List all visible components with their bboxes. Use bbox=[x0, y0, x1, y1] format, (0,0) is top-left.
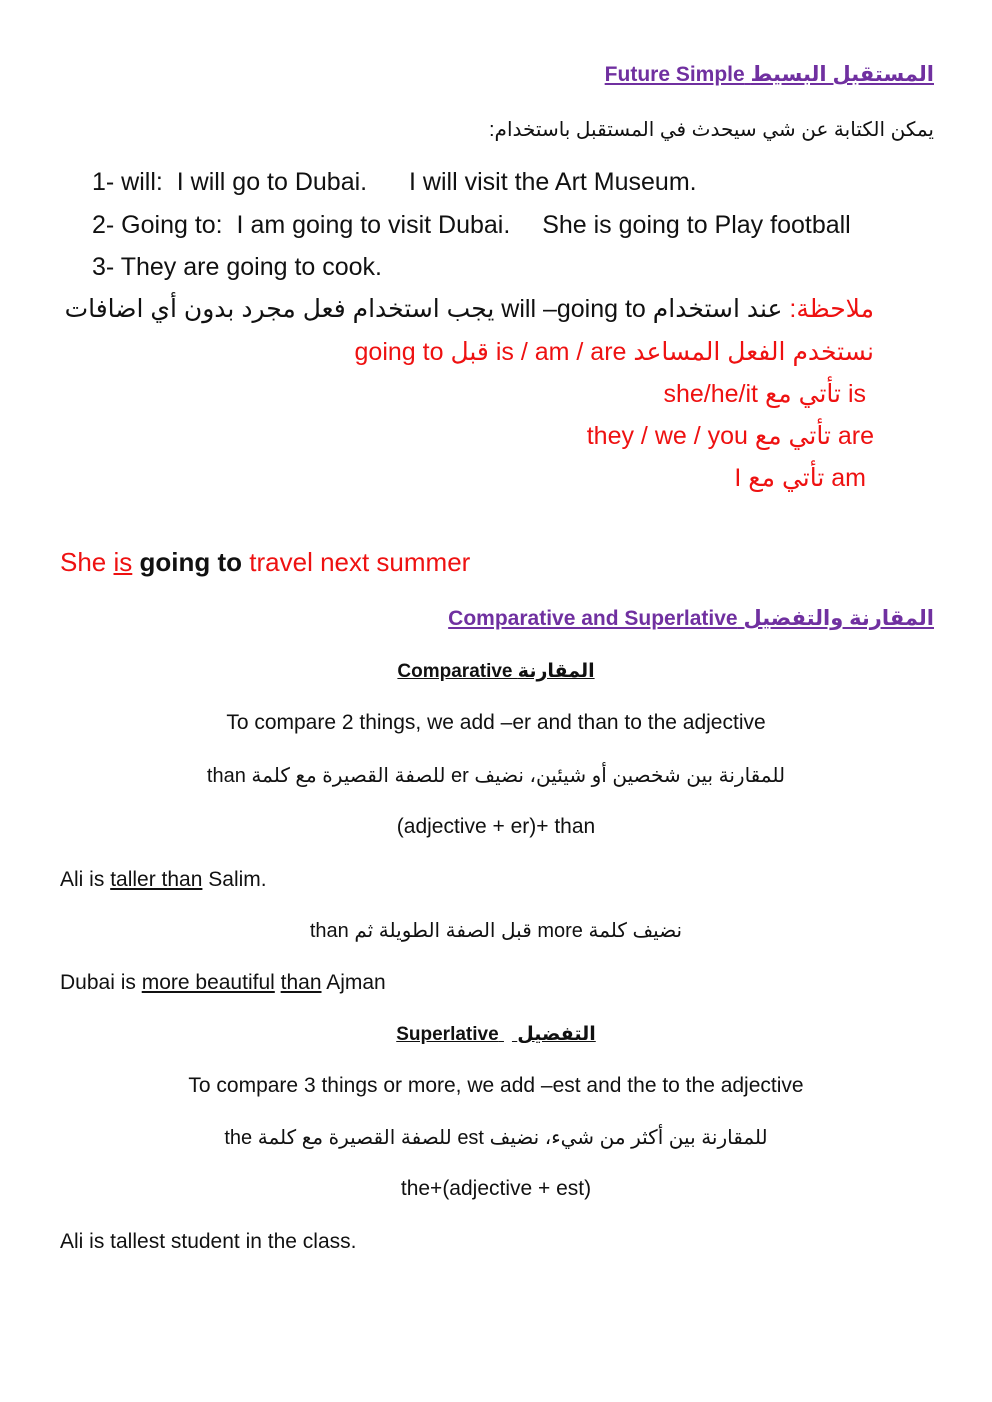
future-item-will bbox=[92, 168, 697, 197]
comparative-formula: (adjective + er)+ than bbox=[396, 815, 596, 838]
heading-ar: المقارنة bbox=[517, 661, 595, 682]
item-example: I will go to Dubai. bbox=[176, 168, 368, 196]
rule-am bbox=[734, 463, 866, 493]
rule-ar-part: للمقارنة بين شخصين أو شيئين، نضيف bbox=[474, 765, 786, 787]
future-example-sentence bbox=[60, 547, 470, 578]
future-title-en: Future Simple bbox=[604, 63, 745, 86]
aux-rule-before: قبل bbox=[450, 338, 489, 366]
comparative-heading bbox=[0, 660, 992, 683]
example-text: Ali is bbox=[60, 868, 105, 891]
comparison-title-en: Comparative and Superlative bbox=[448, 607, 738, 630]
future-intro: يمكن الكتابة عن شي سيحدث في المستقبل باستخدام: bbox=[489, 119, 934, 141]
comparison-title-ar: المقارنة والتفضيل bbox=[743, 607, 934, 630]
rule-ar-suffix: est bbox=[457, 1127, 484, 1149]
note-text: عند استخدام bbox=[652, 295, 783, 323]
example-subject: She bbox=[60, 547, 107, 577]
comparative-example-2 bbox=[60, 971, 386, 995]
rule-ar-part: للصفة القصيرة مع كلمة bbox=[251, 765, 446, 787]
comparative-rule-ar bbox=[0, 763, 992, 788]
future-item-3: 3- They are going to cook. bbox=[92, 253, 382, 281]
rule-verb: am bbox=[831, 464, 866, 492]
rule-is bbox=[664, 379, 867, 409]
item-example: I will visit the Art Museum. bbox=[409, 168, 697, 196]
item-number: 2- Going to: bbox=[92, 211, 223, 239]
comparative-rule-en: To compare 2 things, we add –er and than to the adjective bbox=[226, 711, 766, 734]
heading-ar: التفضيل bbox=[517, 1024, 596, 1045]
comparison-title bbox=[448, 606, 934, 631]
heading-en: Comparative bbox=[397, 661, 513, 682]
superlative-rule-en: To compare 3 things or more, we add –est and the to the adjective bbox=[188, 1074, 804, 1097]
item-number: 1- will: bbox=[92, 168, 163, 196]
aux-rule-going-to: going to bbox=[354, 338, 444, 366]
superlative-example: Ali is tallest student in the class. bbox=[60, 1230, 357, 1253]
example-text: Salim. bbox=[208, 868, 267, 891]
superlative-rule-ar bbox=[0, 1125, 992, 1150]
rule-ar-part: للصفة القصيرة مع كلمة bbox=[257, 1127, 452, 1149]
note-text: يجب استخدام فعل مجرد بدون أي اضافات bbox=[64, 295, 495, 323]
superlative-formula: the+(adjective + est) bbox=[400, 1177, 592, 1200]
rule-subject: I bbox=[734, 464, 742, 492]
rule-ar-part: قبل الصفة الطويلة ثم bbox=[354, 920, 532, 942]
example-underlined: taller than bbox=[110, 868, 203, 891]
note-line bbox=[65, 294, 874, 324]
rule-are bbox=[587, 421, 874, 451]
aux-rule bbox=[355, 337, 874, 367]
example-rest: travel next summer bbox=[249, 547, 471, 577]
rule-ar-keyword: more bbox=[537, 920, 583, 942]
rule-ar-part: نضيف كلمة bbox=[588, 920, 683, 942]
note-keyword: will –going to bbox=[501, 295, 646, 323]
future-title-ar: المستقبل البسيط bbox=[750, 63, 934, 86]
rule-ar-suffix: er bbox=[450, 765, 469, 787]
rule-with: تأتي مع bbox=[754, 422, 831, 450]
comparative-long-rule bbox=[0, 918, 992, 943]
future-item-going-to bbox=[92, 211, 851, 240]
note-label: ملاحظة: bbox=[789, 295, 874, 323]
rule-subject: she/he/it bbox=[663, 380, 759, 408]
example-text: Ajman bbox=[326, 971, 386, 994]
rule-ar-keyword: than bbox=[309, 920, 349, 942]
comparative-example-1 bbox=[60, 868, 267, 892]
rule-subject: they / we / you bbox=[586, 422, 748, 450]
future-simple-title bbox=[605, 62, 934, 87]
rule-ar-part: للمقارنة بين أكثر من شيء، نضيف bbox=[489, 1127, 768, 1149]
example-underlined: more beautiful bbox=[141, 971, 275, 994]
item-example: She is going to Play football bbox=[542, 211, 851, 239]
example-aux: is bbox=[113, 547, 133, 577]
rule-with: تأتي مع bbox=[764, 380, 841, 408]
rule-verb: are bbox=[837, 422, 874, 450]
example-underlined: than bbox=[280, 971, 322, 994]
example-going-to: going to bbox=[139, 547, 243, 577]
heading-en: Superlative bbox=[396, 1024, 499, 1045]
rule-ar-keyword: than bbox=[206, 765, 246, 787]
aux-rule-ar: نستخدم الفعل المساعد bbox=[633, 338, 874, 366]
example-text: Dubai is bbox=[60, 971, 136, 994]
rule-verb: is bbox=[847, 380, 866, 408]
rule-ar-keyword: the bbox=[224, 1127, 253, 1149]
rule-with: تأتي مع bbox=[748, 464, 825, 492]
item-example: I am going to visit Dubai. bbox=[236, 211, 511, 239]
superlative-heading bbox=[0, 1023, 992, 1046]
aux-rule-verbs: is / am / are bbox=[495, 338, 627, 366]
